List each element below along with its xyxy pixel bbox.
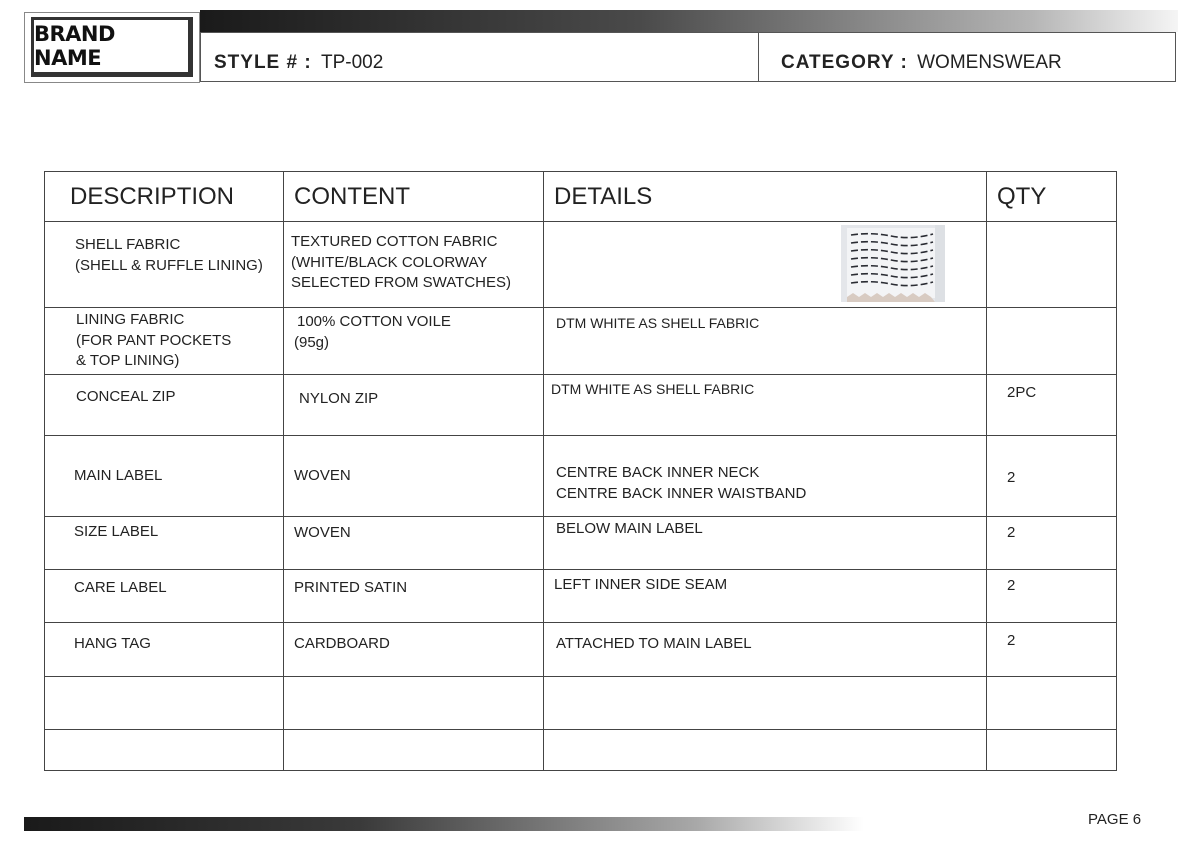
qty-cell (987, 677, 1117, 730)
category-label: CATEGORY : (781, 52, 908, 73)
column-header-qty: QTY (987, 172, 1117, 222)
table-row (45, 436, 1117, 517)
description-cell (45, 730, 284, 771)
qty-cell (987, 570, 1117, 623)
table-row (45, 570, 1117, 623)
description-line: CARE LABEL (74, 579, 167, 596)
details-line: BELOW MAIN LABEL (556, 520, 703, 537)
column-header-content: CONTENT (284, 172, 544, 222)
style-number-value: TP-002 (320, 52, 384, 73)
description-line: CONCEAL ZIP (76, 388, 176, 405)
details-line: DTM WHITE AS SHELL FABRIC (556, 315, 760, 331)
trims-spec-table (44, 171, 1117, 771)
qty-cell (987, 517, 1117, 570)
description-line: & TOP LINING) (76, 352, 180, 369)
content-cell (284, 623, 544, 677)
header-gradient-bar (200, 10, 1178, 32)
qty-cell (987, 623, 1117, 677)
content-line: (WHITE/BLACK COLORWAY (291, 253, 488, 271)
description-cell (45, 222, 284, 308)
details-line: ATTACHED TO MAIN LABEL (556, 635, 752, 652)
style-number-label: STYLE # : (214, 52, 312, 73)
description-line: LINING FABRIC (76, 311, 185, 328)
description-line: (FOR PANT POCKETS (76, 331, 232, 349)
description-cell (45, 308, 284, 375)
content-cell (284, 308, 544, 375)
column-header-description: DESCRIPTION (45, 172, 284, 222)
content-cell (284, 375, 544, 436)
description-cell (45, 570, 284, 623)
qty-value: 2 (1007, 632, 1016, 649)
column-header-details: DETAILS (544, 172, 987, 222)
qty-cell (987, 436, 1117, 517)
details-cell (544, 623, 987, 677)
qty-value: 2 (1007, 524, 1016, 541)
description-cell (45, 623, 284, 677)
details-cell (544, 308, 987, 375)
description-cell (45, 517, 284, 570)
details-cell (544, 517, 987, 570)
content-cell (284, 730, 544, 771)
brand-logo-box (24, 12, 200, 83)
qty-cell (987, 308, 1117, 375)
description-line: HANG TAG (74, 635, 151, 652)
qty-value: 2 (1007, 469, 1016, 486)
qty-cell (987, 222, 1117, 308)
description-cell (45, 677, 284, 730)
content-line: (95g) (294, 333, 330, 351)
table-row-empty (45, 730, 1117, 771)
details-cell (544, 570, 987, 623)
content-line: NYLON ZIP (299, 390, 379, 407)
category-field (781, 52, 1062, 74)
table-row (45, 222, 1117, 308)
description-cell (45, 436, 284, 517)
table-row-empty (45, 677, 1117, 730)
page-number: PAGE 6 (1088, 811, 1142, 828)
qty-cell (987, 730, 1117, 771)
details-cell (544, 730, 987, 771)
details-line: CENTRE BACK INNER WAISTBAND (556, 484, 807, 502)
content-line: 100% COTTON VOILE (297, 313, 451, 330)
content-line: CARDBOARD (294, 635, 390, 652)
content-cell (284, 677, 544, 730)
details-line: CENTRE BACK INNER NECK (556, 464, 760, 481)
content-line: SELECTED FROM SWATCHES) (291, 274, 512, 291)
description-cell (45, 375, 284, 436)
content-line: WOVEN (294, 467, 351, 484)
details-cell (544, 375, 987, 436)
qty-value: 2 (1007, 577, 1016, 594)
table-header-row (45, 172, 1117, 222)
footer-gradient-bar (24, 817, 864, 831)
content-line: PRINTED SATIN (294, 579, 408, 596)
description-line: SHELL FABRIC (75, 236, 181, 253)
content-cell (284, 222, 544, 308)
details-line: LEFT INNER SIDE SEAM (554, 576, 728, 593)
content-cell (284, 436, 544, 517)
fabric-swatch-image (841, 225, 945, 302)
table-row (45, 623, 1117, 677)
qty-value: 2PC (1007, 384, 1037, 401)
details-cell (544, 677, 987, 730)
description-line: SIZE LABEL (74, 523, 159, 540)
details-cell (544, 436, 987, 517)
table-row (45, 517, 1117, 570)
content-cell (284, 570, 544, 623)
description-line: (SHELL & RUFFLE LINING) (75, 256, 263, 274)
description-line: MAIN LABEL (74, 467, 163, 484)
content-line: WOVEN (294, 524, 351, 541)
style-number-field (214, 52, 383, 74)
category-value: WOMENSWEAR (917, 52, 1062, 73)
details-line: DTM WHITE AS SHELL FABRIC (551, 381, 755, 397)
content-line: TEXTURED COTTON FABRIC (291, 233, 498, 250)
content-cell (284, 517, 544, 570)
header-divider (758, 32, 759, 82)
table-row (45, 308, 1117, 375)
header-divider (200, 32, 201, 82)
brand-name: BRAND NAME (31, 17, 193, 77)
qty-cell (987, 375, 1117, 436)
table-row (45, 375, 1117, 436)
